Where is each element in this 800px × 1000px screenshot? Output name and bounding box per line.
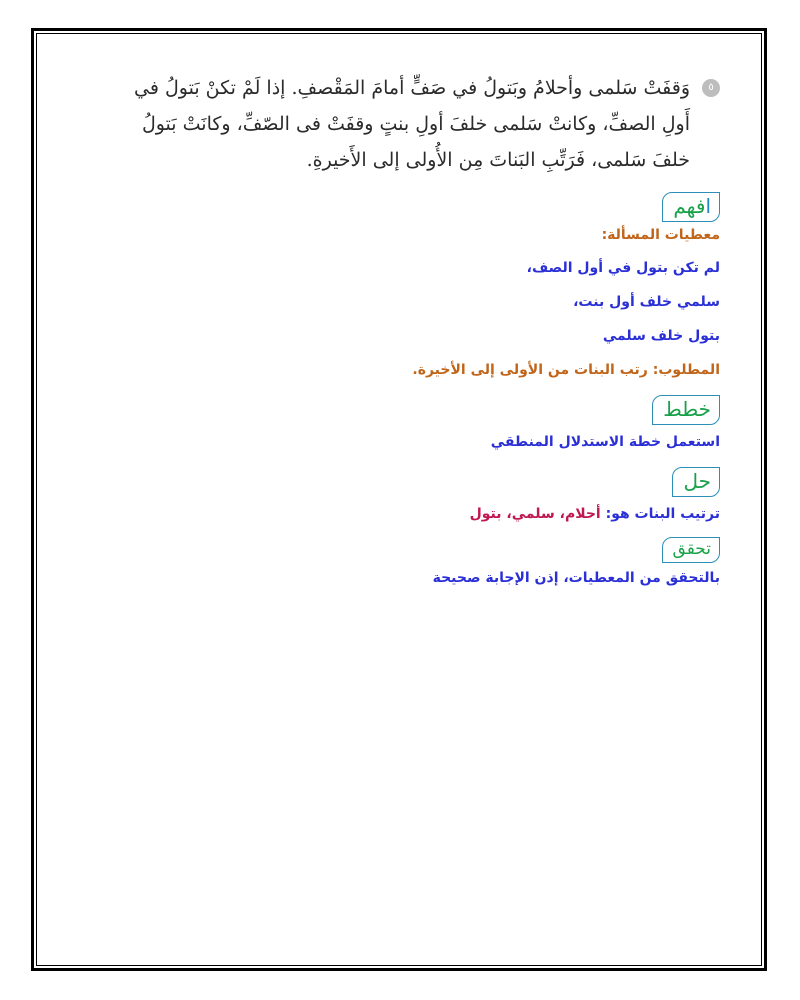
solve-answer: أحلام، سلمي، بتول (469, 506, 601, 522)
problem-number-badge: ٥ (702, 79, 720, 97)
verify-tab: تحقق (662, 537, 720, 563)
given-item-3: بتول خلف سلمي (602, 328, 720, 344)
required-text: رتب البنات من الأولى إلى الأخيرة. (412, 362, 653, 378)
plan-tab: خطط (652, 395, 720, 425)
plan-text: استعمل خطة الاستدلال المنطقي (490, 434, 720, 450)
worksheet-content (80, 70, 720, 587)
required-label: المطلوب: (652, 362, 720, 378)
solve-section (80, 467, 720, 523)
verify-text: بالتحقق من المعطيات، إذن الإجابة صحيحة (432, 570, 720, 586)
problem-line-1: وَقفَتْ سَلمى وأحلامُ وبَتولُ في صَفٍّ أمامَ المَقْصفِ. إذا لَمْ تكنْ بَتولُ في (134, 77, 690, 99)
understand-tab: افهم (662, 192, 720, 222)
plan-section (80, 395, 720, 451)
solve-tab: حل (672, 467, 720, 497)
given-label: معطيات المسألة: (601, 227, 720, 243)
problem-statement (80, 70, 720, 178)
problem-line-3: خلفَ سَلمى، فَرَتِّبِ البَناتَ مِن الأُولى إلى الأَخيرةِ. (306, 149, 690, 171)
solve-line (80, 505, 720, 523)
required-line (80, 361, 720, 379)
problem-line-2: أَولِ الصفِّ، وكانتْ سَلمى خلفَ أولِ بنتٍ وقفَتْ فى الصّفِّ، وكانَتْ بَتولُ (141, 113, 690, 135)
given-item-1: لم تكن بتول في أول الصف، (526, 260, 720, 276)
understand-section (80, 192, 720, 379)
given-item-2: سلمي خلف أول بنت، (573, 294, 720, 310)
solve-prefix: ترتيب البنات هو: (600, 506, 720, 522)
verify-section (80, 537, 720, 587)
